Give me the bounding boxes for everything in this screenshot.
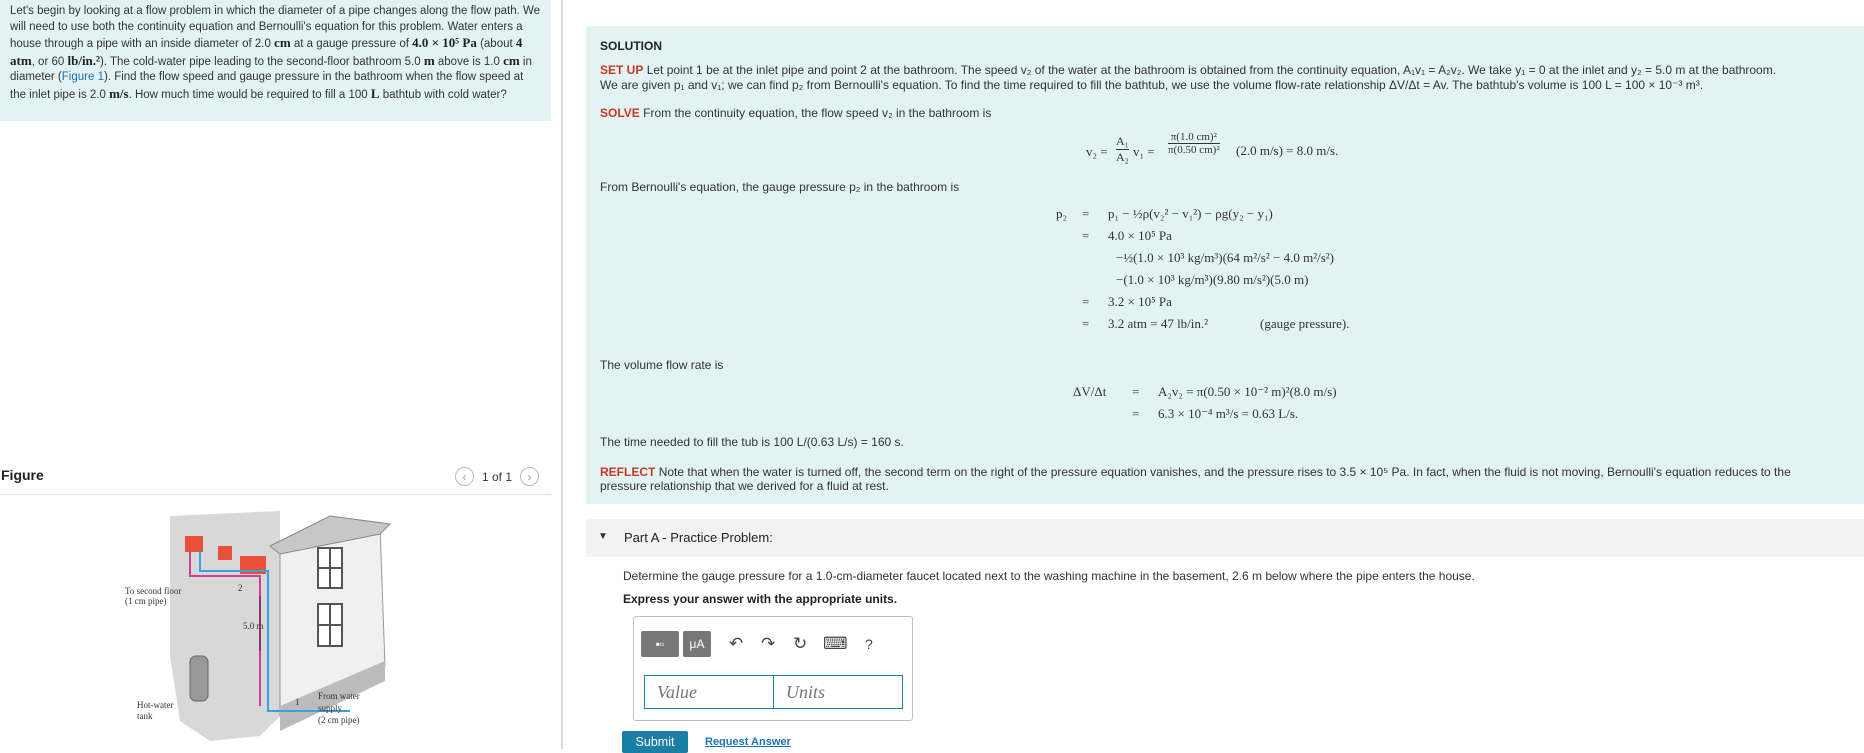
eq-p2-line1: p₁ − ½ρ(v₂² − v₁²) − ρg(y₂ − y₁) (1108, 206, 1273, 221)
part-a-title: Part A - Practice Problem: (624, 530, 773, 545)
units-button[interactable]: μA (683, 631, 711, 657)
reflect-line-2: pressure relationship that we derived for a fluid at rest. (600, 479, 889, 493)
setup-line-1: SET UP Let point 1 be at the inlet pipe and point 2 at the bathroom. The speed v₂ of the water at the bathroom is obtained from the continuity equation, A₁v₁ = A₂v₂. We take y₁ = 0 at the inlet and y₂ = 5.0 m at the bathroom. (600, 63, 1777, 77)
part-a-header[interactable] (586, 519, 1864, 557)
label-second-floor: To second floor (125, 586, 182, 596)
house-plumbing-figure (125, 506, 400, 749)
practice-question: Determine the gauge pressure for a 1.0-cm-diameter faucet located next to the washing machine in the basement, 2.6 m below where the pipe enters the house. (623, 569, 1475, 583)
figure-nav (455, 467, 539, 486)
label-tank: tank (137, 711, 153, 721)
solution-title: SOLUTION (600, 39, 662, 53)
eq-v2-mid: v₁ = (1133, 144, 1155, 159)
reflect-line-1: REFLECT Note that when the water is turned off, the second term on the right of the pressure equation vanishes, and the pressure rises to 3.5 × 10⁵ Pa. In fact, when the fluid is not moving, Bernoulli's equation reduces to the (600, 465, 1791, 479)
eq-p2-lhs: p₂ (1056, 206, 1068, 221)
submit-button[interactable]: Submit (622, 731, 688, 753)
value-input[interactable] (644, 675, 774, 709)
eq-v2-frac1: A₁ A₂ (1116, 134, 1129, 164)
prev-figure-button[interactable]: ‹ (455, 467, 474, 486)
keyboard-icon[interactable]: ⌨ (823, 634, 848, 653)
eq-v2-result: (2.0 m/s) = 8.0 m/s. (1236, 143, 1339, 158)
setup-line-2: We are given p₁ and v₁; we can find p₂ from Bernoulli's equation. To find the time required to fill the bathtub, we use the volume flow-rate relationship ΔV/Δt = Av. The bathtub's volume is 100 L = 100 × 10⁻³ m³. (600, 78, 1704, 92)
reset-icon[interactable]: ↻ (793, 634, 808, 653)
undo-icon[interactable]: ↶ (729, 634, 744, 653)
label-point-1: 1 (295, 697, 300, 707)
eq-p2-gauge: (gauge pressure). (1260, 316, 1350, 331)
eq-p2-line2: 4.0 × 10⁵ Pa (1108, 228, 1172, 243)
units-input[interactable] (773, 675, 903, 709)
redo-icon[interactable]: ↷ (761, 634, 776, 653)
solve-line: SOLVE From the continuity equation, the flow speed v₂ in the bathroom is (600, 106, 992, 120)
eq-p2-line5: 3.2 × 10⁵ Pa (1108, 294, 1172, 309)
problem-text: Let's begin by looking at a flow problem in which the diameter of a pipe changes along the flow path. We will need to use both the continuity equation and Bernoulli's equation for this problem. Water enters a house through a pipe with an inside diameter of 2.0 (10, 5, 541, 50)
label-point-2: 2 (238, 583, 243, 593)
hot-water-tank (190, 656, 208, 701)
time-text: The time needed to fill the tub is 100 L/(0.63 L/s) = 160 s. (600, 435, 904, 449)
collapse-toggle-icon[interactable]: ▼ (598, 531, 608, 542)
eq-v2-lhs: v₂ = (1086, 144, 1108, 159)
eq-v2-frac2: π(1.0 cm)² π(0.50 cm)² (1168, 131, 1220, 156)
pane-divider[interactable] (561, 0, 563, 749)
solution-panel: SOLUTION SET UP Let point 1 be at the inlet pipe and point 2 at the bathroom. The speed v₂ of the water at the bathroom is obtained from the continuity equation, A₁v₁ = A₂v₂. We take y₁ = 0 at the inlet and y₂ = 5.0 m at the bathroom. We are given p₁ and v₁; we can find p₂ from Bernoulli's equation. To find the time required to fill the bathtub, we use the volume flow-rate relationship ΔV/Δt = Av. The bathtub's volume is 100 L = 100 × 10⁻³ m³. SOLVE From the continuity equation, the flow speed v₂ in the bathroom is v₂ = A₁ A₂ v₁ = π(1.0 cm)² π(0.50 cm)² (2.0 m/s) = 8.0 m/s. From Bernoulli's equation, the gauge pressure p₂ in the bathroom is p₂ = p₁ − ½ρ(v₂² − v₁²) − ρg(y₂ − y₁) = 4.0 × 10⁵ Pa −½(1.0 × 10³ kg/m³)(64 m²/s² − 4.0 m²/s²) −(1.0 × 10³ kg/m³)(9.80 m/s²)(5.0 m) = 3.2 × 10⁵ Pa = 3.2 atm = 47 lb/in.² (gauge pressure). The volume flow rate is ΔV/Δt = A₂v₂ = π(0.50 × 10⁻² m)²(8.0 m/s) = 6.3 × 10⁻⁴ m³/s = 0.63 L/s. The time needed to fill the tub is 100 L/(0.63 L/s) = 160 s. REFLECT Note that when the water is turned off, the second term on the right of the pressure equation vanishes, and the pressure rises to 3.5 × 10⁵ Pa. In fact, when the fluid is not moving, Bernoulli's equation reduces to the pressure relationship that we derived for a fluid at rest. (586, 26, 1864, 504)
figure-divider (0, 494, 551, 495)
faucet-fixture (218, 546, 232, 560)
problem-statement: Let's begin by looking at a flow problem in which the diameter of a pipe changes along the flow path. We will need to use both the continuity equation and Bernoulli's equation for this problem. Water enters a house through a pipe with an inside diameter of 2.0 cm at a gauge pressure of 4.0 × 10⁵ Pa (about 4 atm, or 60 lb/in.²). The cold-water pipe leading to the second-floor bathroom 5.0 m above is 1.0 cm in diameter (Figure 1). Find the flow speed and gauge pressure in the bathroom when the flow speed at the inlet pipe is 2.0 m/s. How much time would be required to fill a 100 L bathtub with cold water? (0, 0, 551, 121)
label-hot-water: Hot-water (137, 700, 174, 710)
figure-title: Figure (1, 467, 44, 483)
eq-dv-lhs: ΔV/Δt (1073, 384, 1107, 399)
templates-button[interactable]: ▪▫ (641, 631, 679, 657)
eq-dv-line1: A₂v₂ = π(0.50 × 10⁻² m)²(8.0 m/s) (1158, 384, 1337, 399)
eq-p2-line4: −(1.0 × 10³ kg/m³)(9.80 m/s²)(5.0 m) (1116, 272, 1309, 287)
figure-link[interactable]: Figure 1 (61, 71, 104, 83)
label-from-water: From water (318, 691, 360, 701)
volume-text: The volume flow rate is (600, 358, 724, 372)
bernoulli-text: From Bernoulli's equation, the gauge pressure p₂ in the bathroom is (600, 180, 960, 194)
answer-box (633, 616, 913, 721)
eq-p2-line3: −½(1.0 × 10³ kg/m³)(64 m²/s² − 4.0 m²/s²) (1116, 250, 1334, 265)
label-second-floor-pipe: (1 cm pipe) (125, 596, 167, 606)
request-answer-link[interactable]: Request Answer (705, 736, 791, 748)
eq-p2-line6: 3.2 atm = 47 lb/in.² (1108, 316, 1209, 331)
help-icon[interactable]: ? (865, 636, 873, 652)
figure-count: 1 of 1 (482, 469, 513, 484)
label-2cm-pipe: (2 cm pipe) (318, 715, 360, 725)
answer-instruction: Express your answer with the appropriate units. (623, 592, 898, 606)
eq-dv-line2: 6.3 × 10⁻⁴ m³/s = 0.63 L/s. (1158, 406, 1299, 421)
label-supply: supply (318, 703, 343, 713)
sink-fixture (185, 536, 203, 552)
label-height: 5.0 m (243, 621, 264, 631)
next-figure-button[interactable]: › (520, 467, 539, 486)
